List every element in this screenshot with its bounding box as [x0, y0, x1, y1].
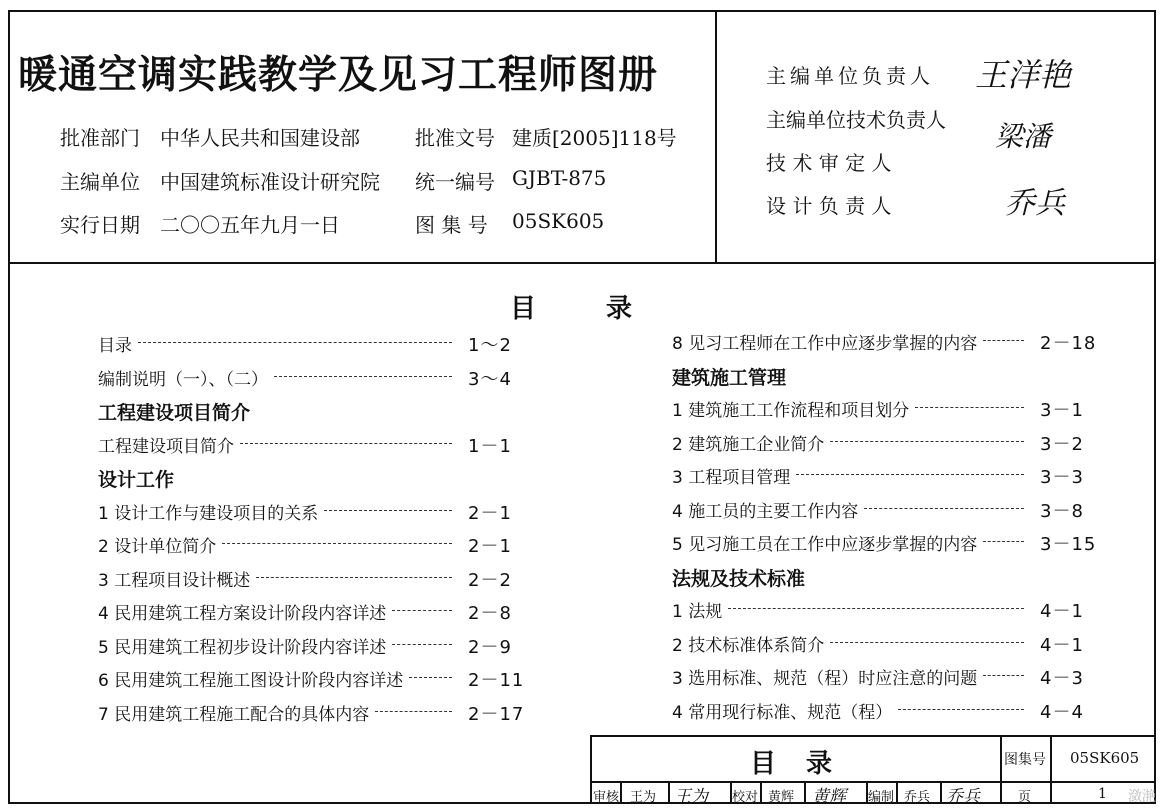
toc-entry-label: 8 见习工程师在工作中应逐步掌握的内容	[672, 334, 978, 354]
toc-entry-label: 5 民用建筑工程初步设计阶段内容详述	[98, 637, 387, 658]
toc-leader-dashes	[256, 577, 452, 578]
toc-entry-page: 2－1	[468, 502, 512, 524]
chief-unit-label: 主编单位	[60, 170, 140, 194]
toc-leader-dashes	[983, 675, 1024, 676]
toc-entry-page: 2－11	[468, 670, 525, 691]
toc-entry-label: 1 设计工作与建设项目的关系	[98, 503, 319, 524]
toc-entry-page: 3－3	[1040, 467, 1084, 488]
toc-leader-dashes	[392, 610, 452, 611]
toc-entry-label: 3 选用标准、规范（程）时应注意的问题	[672, 669, 978, 689]
effective-date: 二〇〇五年九月一日	[160, 213, 340, 237]
toc-entry-label: 4 常用现行标准、规范（程）	[672, 702, 893, 723]
toc-entry-page: 3～4	[468, 368, 512, 390]
atlas-no-label: 图 集 号	[415, 213, 488, 237]
drafter-name: 乔兵	[904, 790, 931, 805]
title-block-atlas-no: 05SK605	[1070, 749, 1140, 767]
toc-entry-page: 3－15	[1040, 534, 1097, 555]
toc-entry	[672, 396, 1110, 420]
toc-entry	[672, 430, 1110, 454]
toc-entry-label: 4 施工员的主要工作内容	[672, 501, 859, 522]
toc-entry-label: 4 民用建筑工程方案设计阶段内容详述	[98, 604, 387, 624]
toc-entry	[98, 499, 538, 523]
toc-entry-label: 7 民用建筑工程施工配合的具体内容	[98, 704, 370, 725]
header-divider	[8, 262, 1156, 264]
page-label: 页	[1018, 790, 1032, 805]
resp-label-review: 技 术 审 定 人	[766, 151, 892, 175]
toc-section-heading: 建筑施工管理	[672, 366, 787, 389]
toc-entry	[98, 532, 538, 556]
toc-leader-dashes	[324, 510, 452, 511]
toc-leader-dashes	[915, 407, 1024, 408]
toc-entry	[672, 698, 1110, 722]
page-number: 1	[1098, 786, 1107, 802]
unified-no-label: 统一编号	[415, 170, 495, 194]
toc-entry	[98, 331, 538, 355]
approve-dept: 中华人民共和国建设部	[160, 126, 360, 150]
toc-entry-page: 2－2	[468, 569, 512, 591]
toc-entry-label: 编制说明（一）、（二）	[98, 369, 268, 390]
toc-leader-dashes	[830, 642, 1024, 643]
toc-leader-dashes	[983, 340, 1024, 341]
toc-entry-label: 3 工程项目管理	[672, 468, 791, 488]
toc-entry-label: 2 设计单位简介	[98, 537, 217, 557]
toc-leader-dashes	[898, 709, 1024, 710]
drafter-label: 编制	[868, 790, 895, 805]
toc-entry	[98, 599, 538, 623]
toc-entry	[672, 631, 1110, 655]
toc-entry	[98, 566, 538, 590]
toc-leader-dashes	[392, 644, 452, 645]
toc-entry-label: 5 见习施工员在工作中应逐步掌握的内容	[672, 535, 978, 555]
toc-entry	[672, 463, 1110, 487]
resp-label-tech: 主编单位技术负责人	[766, 108, 946, 132]
toc-entry-page: 1－1	[468, 435, 512, 457]
toc-leader-dashes	[274, 376, 452, 377]
toc-entry-page: 3－8	[1040, 500, 1084, 522]
toc-entry-page: 2－8	[468, 603, 512, 624]
toc-entry-label: 1 法规	[672, 602, 723, 622]
review-label: 审核	[593, 790, 620, 805]
toc-entry-label: 3 工程项目设计概述	[98, 570, 251, 591]
approval-no-label: 批准文号	[415, 126, 495, 150]
check-signature: 黄辉	[812, 787, 846, 807]
atlas-no: 05SK605	[512, 209, 605, 233]
toc-entry	[98, 633, 538, 657]
toc-title: 目录	[510, 294, 703, 324]
effective-date-label: 实行日期	[60, 213, 140, 237]
toc-entry-page: 3－2	[1040, 433, 1084, 455]
toc-entry	[672, 329, 1110, 353]
check-label: 校对	[732, 790, 759, 805]
toc-entry	[672, 497, 1110, 521]
toc-entry	[672, 530, 1110, 554]
toc-entry-page: 2－1	[468, 536, 512, 557]
review-signature: 王为	[674, 787, 708, 807]
toc-leader-dashes	[830, 441, 1024, 442]
toc-leader-dashes	[138, 342, 452, 343]
signature-chief: 王洋艳	[975, 56, 1072, 94]
toc-leader-dashes	[409, 677, 452, 678]
toc-section-heading: 设计工作	[98, 469, 175, 491]
toc-leader-dashes	[728, 608, 1024, 609]
toc-entry-page: 4－1	[1040, 601, 1084, 622]
toc-entry	[98, 700, 538, 724]
toc-entry	[672, 664, 1110, 688]
toc-section-heading: 法规及技术标准	[672, 567, 806, 590]
check-name: 黄辉	[768, 790, 795, 805]
title-block	[590, 735, 1156, 807]
chief-unit: 中国建筑标准设计研究院	[160, 170, 380, 194]
toc-entry-page: 4－1	[1040, 634, 1084, 656]
watermark: 潋滟	[1128, 789, 1156, 805]
toc-entry-label: 2 建筑施工企业简介	[672, 434, 825, 455]
toc-entry	[98, 666, 538, 690]
toc-entry-label: 2 技术标准体系简介	[672, 635, 825, 656]
toc-leader-dashes	[222, 543, 452, 544]
toc-section-heading: 工程建设项目简介	[98, 402, 251, 424]
review-name: 王为	[630, 790, 657, 805]
toc-entry-label: 目录	[98, 336, 132, 356]
toc-entry-page: 2－9	[468, 636, 512, 658]
unified-no: GJBT-875	[512, 166, 607, 190]
toc-entry-label: 工程建设项目简介	[98, 436, 234, 457]
toc-entry-page: 3－1	[1040, 400, 1084, 421]
toc-leader-dashes	[375, 711, 452, 712]
toc-entry-page: 2－17	[468, 703, 525, 725]
approval-no: 建质[2005]118号	[512, 126, 677, 150]
toc-leader-dashes	[796, 474, 1024, 475]
toc-entry-page: 2－18	[1040, 333, 1097, 354]
toc-entry-page: 4－3	[1040, 668, 1084, 689]
toc-leader-dashes	[864, 508, 1024, 509]
toc-entry-page: 4－4	[1040, 701, 1084, 723]
toc-entry-label: 1 建筑施工工作流程和项目划分	[672, 401, 910, 421]
atlas-title: 暖通空调实践教学及见习工程师图册	[18, 53, 659, 98]
toc-entry	[98, 432, 538, 456]
approve-dept-label: 批准部门	[60, 126, 140, 150]
header-vertical-divider	[715, 10, 717, 263]
toc-leader-dashes	[240, 443, 452, 444]
resp-label-chief: 主编单位负责人	[766, 64, 934, 88]
resp-label-design: 设 计 负 责 人	[766, 194, 892, 218]
signature-tech: 梁潘	[995, 120, 1052, 153]
title-block-title: 目录	[750, 749, 863, 779]
signature-design: 乔兵	[1005, 186, 1065, 221]
toc-entry-label: 6 民用建筑工程施工图设计阶段内容详述	[98, 671, 404, 691]
toc-entry	[98, 365, 538, 389]
drafter-signature: 乔兵	[946, 787, 980, 807]
toc-leader-dashes	[983, 541, 1024, 542]
toc-entry	[672, 597, 1110, 621]
toc-entry-page: 1～2	[468, 335, 512, 356]
title-block-atlas-label: 图集号	[1004, 752, 1046, 768]
